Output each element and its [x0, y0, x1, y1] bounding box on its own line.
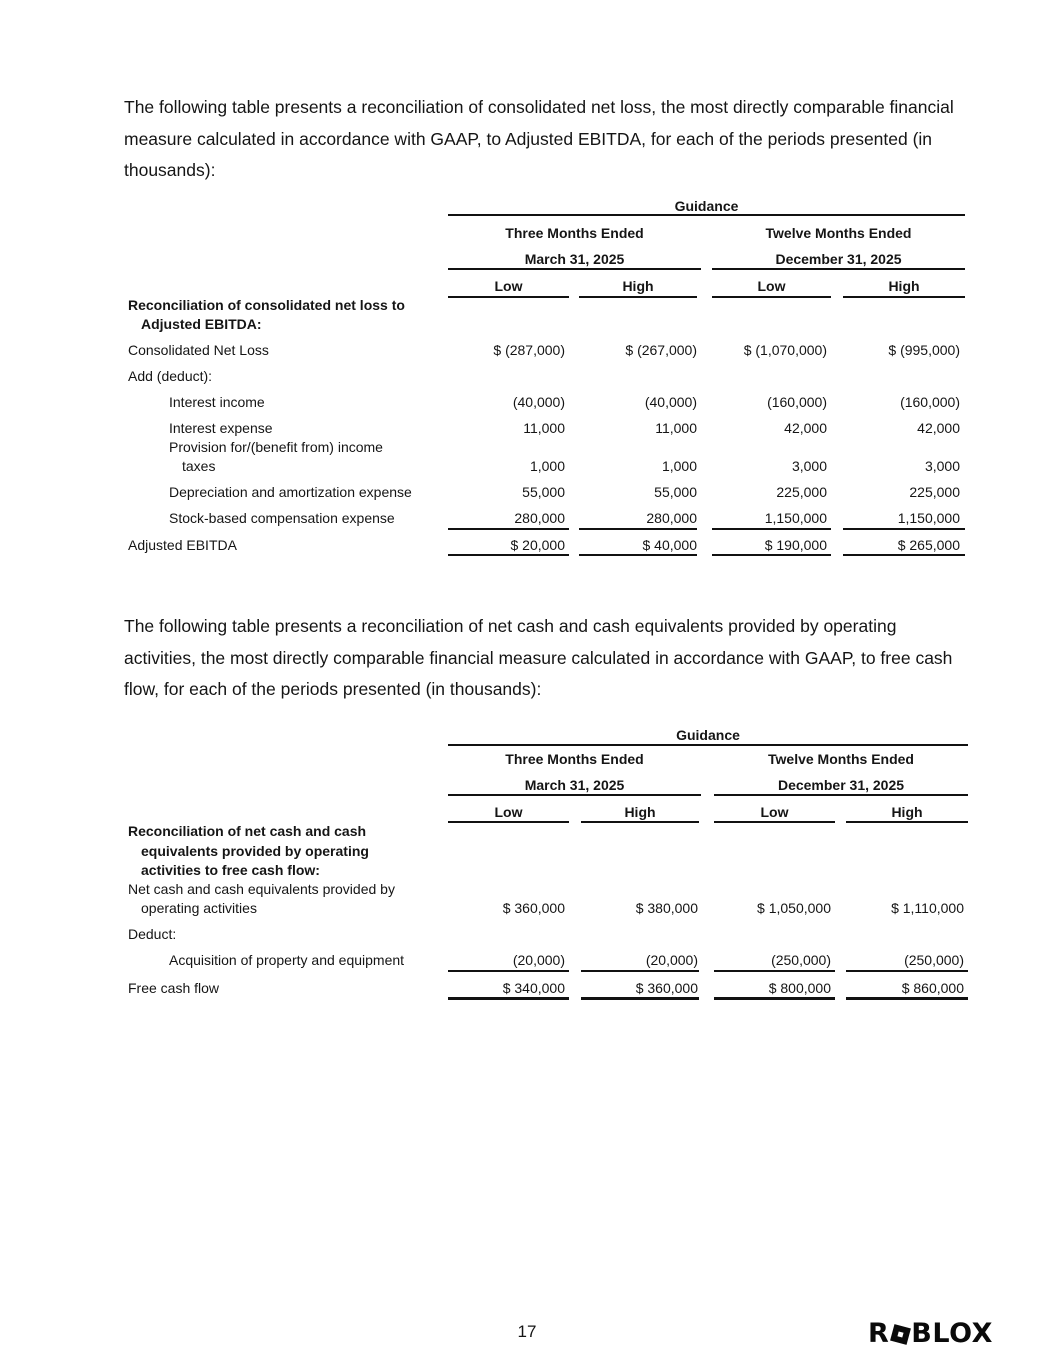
- period1-rule: [448, 268, 701, 270]
- cell-value: 280,000: [646, 510, 697, 526]
- row-label: Provision for/(benefit from) income: [169, 439, 383, 455]
- cell-value: 1,000: [661, 458, 697, 474]
- total-rule: [846, 997, 968, 1000]
- cell-value: $ (995,000): [888, 342, 960, 358]
- row-label: Acquisition of property and equipment: [169, 952, 405, 968]
- cell-value: 42,000: [917, 420, 960, 436]
- cell-value: 3,000: [791, 458, 827, 474]
- column-rule: [581, 821, 699, 823]
- cell-value: $ 20,000: [510, 537, 565, 553]
- cell-value: 11,000: [655, 420, 697, 436]
- row-label: Interest income: [169, 394, 265, 410]
- section-title: Adjusted EBITDA:: [141, 316, 262, 332]
- column-rule: [843, 296, 965, 298]
- column-rule: [714, 821, 835, 823]
- cell-value: (40,000): [512, 394, 565, 410]
- cell-value: 280,000: [514, 510, 565, 526]
- cell-value: (160,000): [900, 394, 960, 410]
- column-rule: [712, 296, 831, 298]
- cell-value: $ (267,000): [625, 342, 697, 358]
- cell-value: (20,000): [645, 952, 698, 968]
- total-rule: [448, 554, 569, 556]
- section-title: Reconciliation of consolidated net loss to: [128, 297, 405, 313]
- period2-line1: Twelve Months Ended: [768, 751, 914, 767]
- cell-value: $ 340,000: [502, 980, 565, 996]
- period1-rule: [448, 794, 701, 796]
- subtotal-rule: [843, 528, 965, 530]
- period1-line1: Three Months Ended: [505, 751, 644, 767]
- cell-value: $ 265,000: [897, 537, 960, 553]
- cell-value: (20,000): [512, 952, 565, 968]
- period1-line2: March 31, 2025: [524, 251, 625, 267]
- cell-value: (40,000): [644, 394, 697, 410]
- logo-text-left: R: [868, 1318, 890, 1349]
- column-rule: [448, 296, 569, 298]
- cell-value: $ (287,000): [493, 342, 565, 358]
- cell-value: 1,150,000: [764, 510, 827, 526]
- period2-line2: December 31, 2025: [775, 251, 902, 267]
- guidance-header: Guidance: [674, 198, 739, 214]
- cell-value: 1,150,000: [897, 510, 960, 526]
- column-rule: [579, 296, 697, 298]
- cell-value: $ 860,000: [901, 980, 964, 996]
- cell-value: (250,000): [771, 952, 831, 968]
- row-label: Free cash flow: [128, 980, 220, 996]
- header-rule: [448, 744, 968, 746]
- cell-value: (160,000): [767, 394, 827, 410]
- row-label-continued: operating activities: [141, 900, 257, 916]
- cell-value: 225,000: [909, 484, 960, 500]
- column-header-high: High: [891, 804, 923, 820]
- intro-paragraph-free-cash-flow: The following table presents a reconciliation of net cash and cash equivalents provided by operating activities, the most directly comparable financial measure calculated in accordance with GAAP, to free cash flow, for each of the periods presented (in thousands):: [124, 616, 953, 699]
- total-rule: [579, 554, 697, 556]
- column-rule: [846, 821, 968, 823]
- column-header-low: Low: [760, 804, 789, 820]
- row-label: Depreciation and amortization expense: [169, 484, 412, 500]
- period2-rule: [714, 794, 968, 796]
- total-rule: [843, 554, 965, 556]
- column-header-low: Low: [494, 804, 523, 820]
- cell-value: $ 380,000: [635, 900, 698, 916]
- column-header-low: Low: [757, 278, 786, 294]
- section-title: activities to free cash flow:: [141, 862, 320, 878]
- guidance-header: Guidance: [676, 727, 740, 743]
- cell-value: 3,000: [924, 458, 960, 474]
- subtotal-rule: [448, 528, 569, 530]
- period2-rule: [712, 268, 965, 270]
- section-title: Reconciliation of net cash and cash: [128, 823, 367, 839]
- total-rule: [712, 554, 831, 556]
- cell-value: 55,000: [654, 484, 697, 500]
- row-label: Add (deduct):: [128, 368, 213, 384]
- row-label: Adjusted EBITDA: [128, 537, 237, 553]
- subtotal-rule: [581, 970, 699, 972]
- period2-line1: Twelve Months Ended: [765, 225, 912, 241]
- cell-value: (250,000): [904, 952, 964, 968]
- row-label: Interest expense: [169, 420, 273, 436]
- intro-paragraph-ebitda: The following table presents a reconciliation of consolidated net loss, the most directly comparable financial measure calculated in accordance with GAAP, to Adjusted EBITDA, for each of the periods presented (in thousands):: [124, 97, 954, 180]
- subtotal-rule: [579, 528, 697, 530]
- section-title: equivalents provided by operating: [141, 843, 369, 859]
- period2-line2: December 31, 2025: [777, 777, 905, 793]
- subtotal-rule: [448, 970, 569, 972]
- subtotal-rule: [846, 970, 968, 972]
- cell-value: $ 360,000: [635, 980, 698, 996]
- row-label: Net cash and cash equivalents provided by: [128, 881, 395, 897]
- total-rule: [448, 997, 569, 1000]
- logo-text-right: BLOX: [911, 1318, 993, 1349]
- cell-value: $ 190,000: [764, 537, 827, 553]
- cell-value: 42,000: [784, 420, 827, 436]
- total-rule: [581, 997, 699, 1000]
- header-rule: [448, 214, 965, 216]
- cell-value: 55,000: [522, 484, 565, 500]
- roblox-logo: [868, 1319, 993, 1349]
- row-label-continued: taxes: [182, 458, 216, 474]
- cell-value: 225,000: [776, 484, 827, 500]
- cell-value: $ 40,000: [642, 537, 697, 553]
- column-header-high: High: [624, 804, 656, 820]
- subtotal-rule: [712, 528, 831, 530]
- row-label: Consolidated Net Loss: [128, 342, 269, 358]
- cell-value: $ 1,110,000: [891, 900, 964, 916]
- column-header-high: High: [888, 278, 920, 294]
- period1-line1: Three Months Ended: [505, 225, 644, 241]
- cell-value: $ (1,070,000): [743, 342, 827, 358]
- column-rule: [448, 821, 569, 823]
- cell-value: 11,000: [523, 420, 565, 436]
- column-header-low: Low: [494, 278, 523, 294]
- row-label: Stock-based compensation expense: [169, 510, 395, 526]
- roblox-tilted-square-icon: [890, 1324, 911, 1345]
- cell-value: $ 1,050,000: [757, 900, 831, 916]
- cell-value: $ 800,000: [768, 980, 831, 996]
- column-header-high: High: [622, 278, 654, 294]
- page-number: 17: [517, 1322, 537, 1341]
- subtotal-rule: [714, 970, 835, 972]
- cell-value: 1,000: [529, 458, 565, 474]
- period1-line2: March 31, 2025: [524, 777, 625, 793]
- cell-value: $ 360,000: [502, 900, 565, 916]
- total-rule: [714, 997, 835, 1000]
- row-label: Deduct:: [128, 926, 177, 942]
